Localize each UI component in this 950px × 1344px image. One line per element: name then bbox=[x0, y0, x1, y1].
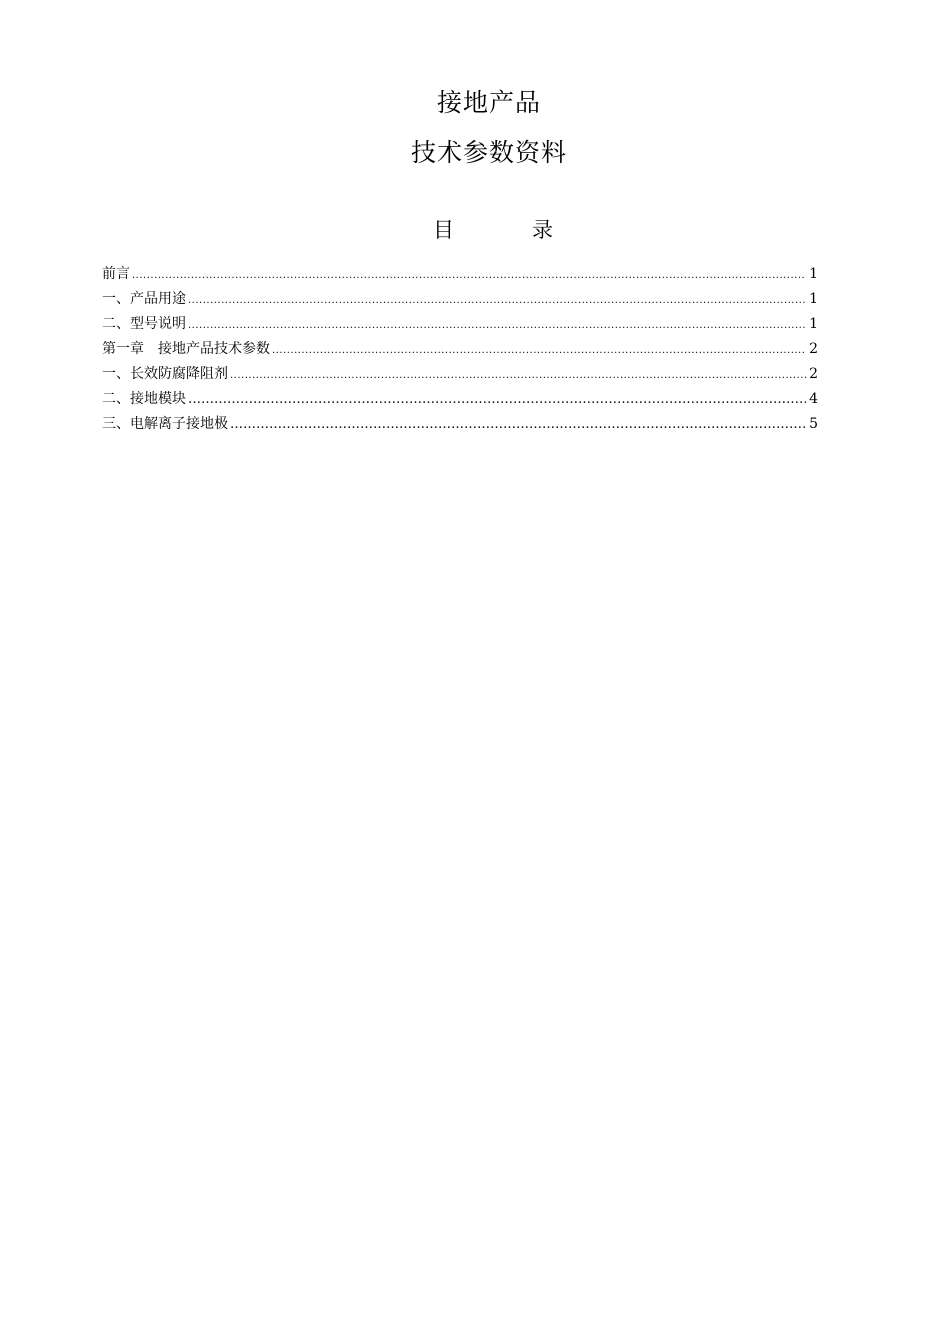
toc-page-number: 5 bbox=[809, 416, 818, 432]
document-title-line1: 接地产品 bbox=[436, 88, 541, 117]
toc-entry-resistance-reducer[interactable] bbox=[102, 364, 818, 389]
toc-entry-label: 前言 bbox=[102, 266, 130, 282]
toc-dot-leader bbox=[272, 341, 806, 361]
toc-entry-preface[interactable] bbox=[102, 264, 818, 289]
toc-entry-label: 二、接地模块 bbox=[102, 391, 186, 407]
toc-entry-label: 三、电解离子接地极 bbox=[102, 416, 228, 432]
toc-entry-model-description[interactable] bbox=[102, 314, 818, 339]
toc-heading bbox=[433, 216, 553, 244]
toc-dot-leader bbox=[188, 291, 806, 311]
toc-entry-product-use[interactable] bbox=[102, 289, 818, 314]
toc-dot-leader bbox=[132, 266, 806, 286]
toc-page-number: 1 bbox=[809, 316, 818, 332]
document-title-line2: 技术参数资料 bbox=[410, 138, 567, 167]
toc-page-number: 1 bbox=[809, 266, 818, 282]
toc-entry-chapter-one[interactable] bbox=[102, 339, 818, 364]
toc-dot-leader bbox=[230, 366, 806, 386]
toc-ellipsis-leader bbox=[188, 390, 806, 411]
table-of-contents bbox=[102, 264, 818, 439]
toc-dot-leader bbox=[188, 316, 806, 336]
toc-heading-left: 目 bbox=[433, 218, 454, 242]
toc-entry-electrolytic-electrode[interactable] bbox=[102, 414, 818, 439]
toc-ellipsis-leader bbox=[230, 415, 806, 436]
toc-entry-label: 第一章 接地产品技术参数 bbox=[102, 341, 270, 357]
toc-page-number: 4 bbox=[809, 391, 818, 407]
toc-entry-label: 二、型号说明 bbox=[102, 316, 186, 332]
toc-entry-grounding-module[interactable] bbox=[102, 389, 818, 414]
toc-heading-right: 录 bbox=[532, 218, 553, 242]
toc-page-number: 2 bbox=[809, 341, 818, 357]
toc-page-number: 2 bbox=[809, 366, 818, 382]
toc-entry-label: 一、产品用途 bbox=[102, 291, 186, 307]
toc-page-number: 1 bbox=[809, 291, 818, 307]
toc-entry-label: 一、长效防腐降阻剂 bbox=[102, 366, 228, 382]
